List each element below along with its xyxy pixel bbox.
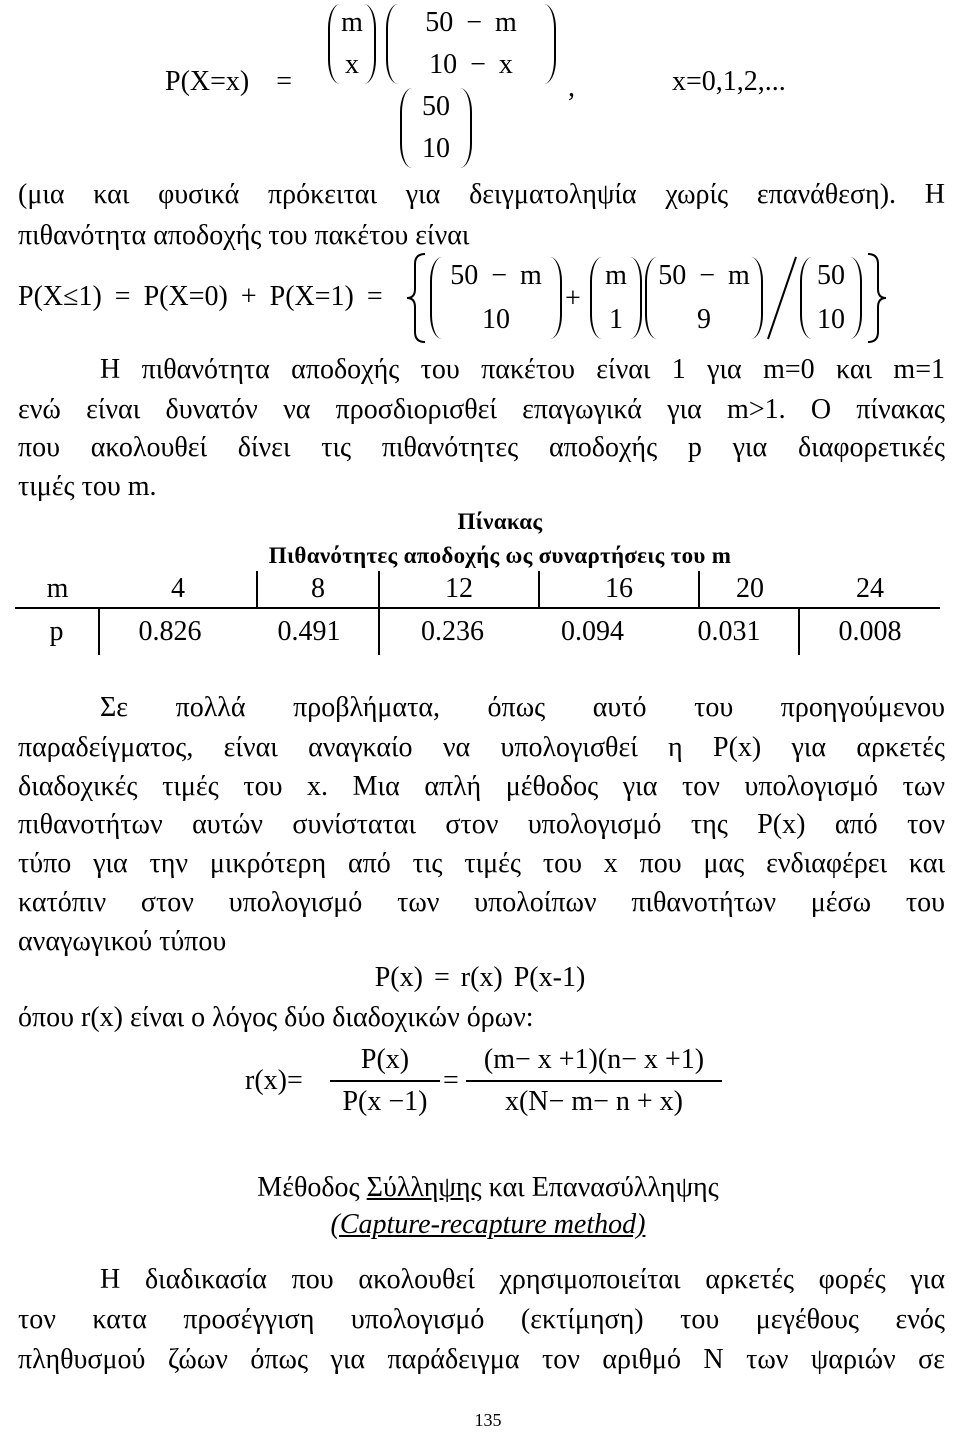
division-slash-icon xyxy=(765,254,799,342)
table-cell: 0.094 xyxy=(561,616,624,647)
paragraph-line: πιθανοτήτων αυτών συνίσταται στον υπολογισμό της P(x) από τον xyxy=(18,809,945,840)
section-title xyxy=(16,1170,960,1206)
section-title-part: και Επανασύλληψης xyxy=(481,1172,719,1203)
paragraph-line: κατόπιν στον υπολογισμό των υπολοίπων πιθανοτήτων μέσω του xyxy=(18,887,945,918)
paragraph-line: τον κατα προσέγγιση υπολογισμό (εκτίμηση) του μεγέθους ενός xyxy=(18,1304,945,1335)
binomial-coefficient xyxy=(386,4,556,84)
table-row xyxy=(15,609,940,655)
plus-sign: + xyxy=(565,283,581,314)
binomial-top: 50 − m xyxy=(450,260,542,291)
table-cell: 0.826 xyxy=(138,616,202,647)
binomial-top: 50 xyxy=(817,260,845,291)
fraction xyxy=(466,1040,722,1122)
binomial-coefficient xyxy=(645,257,763,339)
recursion-formula: P(x) = r(x) P(x-1) xyxy=(374,962,586,993)
table-row-label: p xyxy=(15,609,100,655)
table-cell: 8 xyxy=(258,571,380,607)
binomial-coefficient-denominator xyxy=(400,88,472,168)
paragraph-line: πιθανότητα αποδοχής του πακέτου είναι xyxy=(18,220,470,251)
binomial-top: 50 xyxy=(422,91,450,122)
ratio-formula xyxy=(0,1038,960,1126)
binomial-bottom: 10 − x xyxy=(429,49,513,80)
left-brace-icon xyxy=(403,252,429,344)
table-cell: 4 xyxy=(100,571,258,607)
paragraph-line: ενώ είναι δυνατόν να προσδιορισθεί επαγωγικά για m>1. Ο πίνακας xyxy=(18,394,945,425)
fraction-numerator: P(x) xyxy=(360,1044,410,1075)
formula-domain: x=0,1,2,... xyxy=(672,66,786,97)
binomial-coefficient-denominator xyxy=(800,257,862,339)
paragraph-line: παραδείγματος, είναι αναγκαίο να υπολογισθεί η P(x) για αρκετές xyxy=(18,732,945,763)
paragraph-line: τιμές του m. xyxy=(18,471,157,502)
ratio-intro-line: όπου r(x) είναι ο λόγος δύο διαδοχικών όρων: xyxy=(18,1002,534,1033)
binomial-bottom: x xyxy=(345,49,359,80)
binomial-coefficient xyxy=(590,257,642,339)
table-subtitle: Πιθανότητες αποδοχής ως συναρτήσεις του m xyxy=(268,543,732,568)
table-cell: 0.031 xyxy=(660,609,800,655)
formula-lhs: P(X≤1) = P(X=0) + P(X=1) = xyxy=(18,281,383,312)
paragraph-line: πληθυσμού ζώων όπως για παράδειγμα τον αριθμό N των ψαριών σε xyxy=(18,1344,945,1375)
table-row xyxy=(15,571,940,609)
table-cell: 0.491 xyxy=(240,609,380,655)
binomial-bottom: 10 xyxy=(422,133,450,164)
formula-comma: , xyxy=(568,72,575,103)
paragraph-line: Σε πολλά προβλήματα, όπως αυτό του προηγούμενου xyxy=(100,692,945,723)
binomial-top: 50 − m xyxy=(658,260,750,291)
formula-lhs: r(x)= xyxy=(245,1065,303,1096)
paragraph-line: διαδοχικές τιμές του x. Μια απλή μέθοδος για τον υπολογισμό των xyxy=(18,771,945,802)
section-subtitle-text: (Capture-recapture method) xyxy=(330,1209,646,1240)
table-cell: 0.008 xyxy=(838,616,902,647)
right-brace-icon xyxy=(864,252,890,344)
paragraph-line: αναγωγικού τύπου xyxy=(18,926,227,957)
section-subtitle xyxy=(16,1207,960,1243)
binomial-coefficient xyxy=(328,4,376,84)
table-cell: 24 xyxy=(856,573,884,604)
acceptance-probability-formula xyxy=(0,250,960,346)
paragraph-line: τύπο για την μικρότερη από τις τιμές του x που μας ενδιαφέρει και xyxy=(18,848,945,879)
section-title-underlined: Σύλληψης xyxy=(366,1172,482,1203)
page-number: 135 xyxy=(474,1410,502,1430)
table-cell: 12 xyxy=(380,571,540,607)
table-cell: 16 xyxy=(540,571,700,607)
section-title-part: Μέθοδος xyxy=(257,1172,367,1203)
paragraph-line: (μια και φυσικά πρόκειται για δειγματοληψία χωρίς επανάθεση). Η xyxy=(18,179,945,210)
table-title: Πίνακας xyxy=(457,509,543,534)
binomial-bottom: 10 xyxy=(482,304,510,335)
binomial-coefficient xyxy=(430,257,562,339)
paragraph-line: Η πιθανότητα αποδοχής του πακέτου είναι 1 για m=0 και m=1 xyxy=(100,354,945,385)
fraction xyxy=(330,1040,440,1122)
equals-sign: = xyxy=(443,1065,459,1096)
binomial-bottom: 9 xyxy=(697,304,711,335)
paragraph-line: που ακολουθεί δίνει τις πιθανότητες αποδοχής p για διαφορετικές xyxy=(18,432,945,463)
paragraph-line: Η διαδικασία που ακολουθεί χρησιμοποιείται αρκετές φορές για xyxy=(100,1264,945,1295)
fraction-denominator: P(x −1) xyxy=(342,1086,428,1117)
binomial-bottom: 10 xyxy=(817,304,845,335)
binomial-top: m xyxy=(341,7,363,38)
table-cell: 20 xyxy=(736,573,764,604)
fraction-numerator: (m− x +1)(n− x +1) xyxy=(483,1044,705,1075)
fraction-denominator: x(N− m− n + x) xyxy=(504,1086,684,1117)
hypergeometric-pmf-formula xyxy=(0,0,960,172)
table-row-label: m xyxy=(46,573,69,604)
binomial-bottom: 1 xyxy=(609,304,623,335)
binomial-top: m xyxy=(605,260,627,291)
binomial-top: 50 − m xyxy=(425,7,517,38)
formula-lhs: P(X=x) = xyxy=(165,66,293,97)
table-cell: 0.236 xyxy=(421,616,484,647)
